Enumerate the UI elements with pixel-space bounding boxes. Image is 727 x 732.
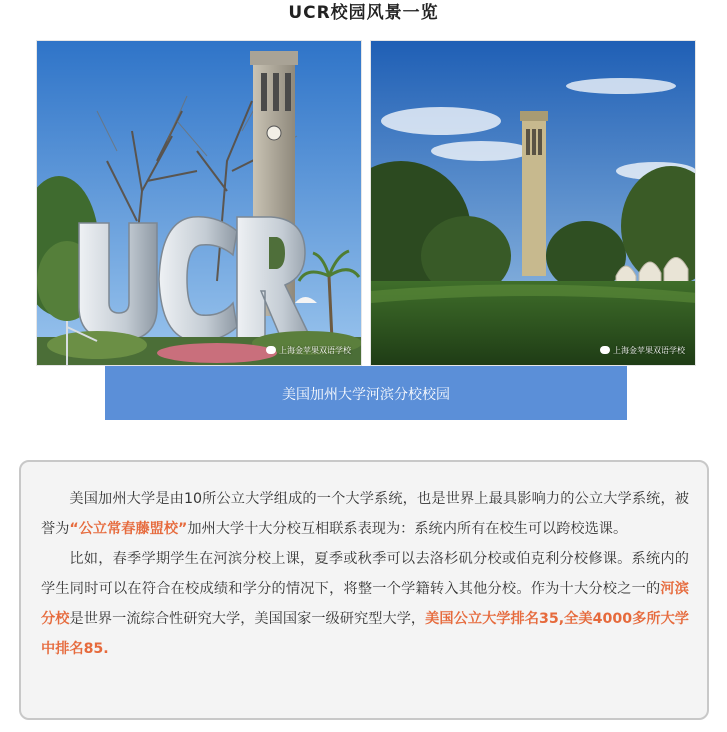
photo-caption: 美国加州大学河滨分校校园 (105, 366, 627, 420)
paragraph-1 (41, 484, 689, 544)
ucr-sign-bell-tower-photo (36, 40, 362, 366)
highlight-text: 美国公立大学排名35,全美4000多所大学中排名85. (41, 611, 689, 657)
bell-tower-lawn-illustration (371, 41, 696, 366)
paragraph-text: 比如，春季学期学生在河滨分校上课，夏季或秋季可以去洛杉矶分校或伯克利分校修课。系统内的学生同时可以在符合在校成绩和学分的情况下，将整一个学籍转入其他分校。作为十大分校之一的 (41, 551, 689, 597)
paragraph-text: 加州大学十大分校互相联系表现为：系统内所有在校生可以跨校选课。 (187, 521, 628, 537)
bell-tower-lawn-photo (370, 40, 696, 366)
wechat-icon (266, 346, 276, 354)
wechat-icon (600, 346, 610, 354)
info-box (19, 460, 709, 720)
ucr-sign-illustration (37, 41, 362, 366)
watermark-text: 上海金苹果双语学校 (613, 346, 685, 355)
page-title: UCR校园风景一览 (288, 3, 439, 23)
highlight-text: “公立常春藤盟校” (69, 521, 188, 537)
watermark (266, 345, 351, 356)
paragraph-text: 是世界一流综合性研究大学，美国国家一级研究型大学， (69, 611, 426, 627)
paragraph-text: 美国加州大学是由10所公立大学组成的一个大学系统，也是世界上最具影响力的公立大学系统，被誉为 (41, 491, 689, 537)
watermark-text: 上海金苹果双语学校 (279, 346, 351, 355)
paragraph-2 (41, 544, 689, 664)
highlight-text: 河滨分校 (41, 581, 689, 627)
watermark (600, 345, 685, 356)
